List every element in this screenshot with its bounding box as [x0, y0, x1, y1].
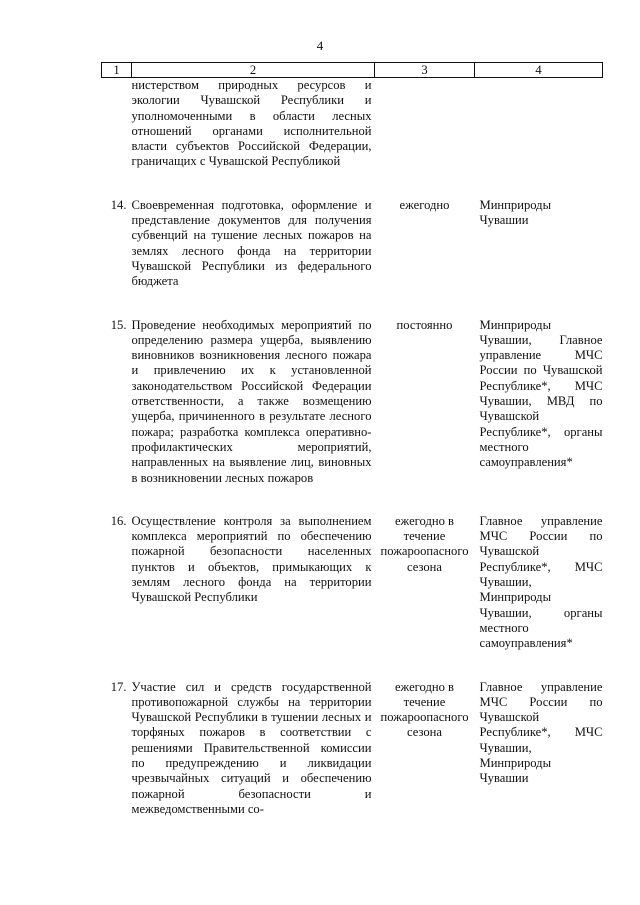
row-number: 15. [110, 317, 127, 332]
row-description: Осуществление контроля за выполнением комплекса мероприятий по обеспечению пожарной безопасности населенных пунктов и объектов, примыкающих к землям лесного фонда на территории Чувашской Республики [131, 513, 372, 605]
row-responsible [475, 78, 603, 198]
row-number [102, 78, 132, 198]
table-row [102, 318, 603, 514]
table-row [102, 198, 603, 318]
row-term [375, 78, 475, 198]
row-term: ежегодно [399, 197, 450, 212]
measures-table [101, 62, 603, 817]
row-term: ежегодно в течение пожароопасного сезона [380, 679, 469, 740]
row-description: нистерством природных ресурсов и экологии Чувашской Республики и уполномоченными в области лесных отношений органами исполнительной власти субъектов Российской Федерации, граничащих с Чувашской Республикой [131, 78, 372, 169]
table-header-row [102, 63, 603, 78]
table-row [102, 514, 603, 680]
row-responsible: Минприроды Чувашии, Главное управление МЧС России по Чувашской Республике*, МЧС Чувашии, МВД по Чувашской Республике*, органы местного самоуправления* [479, 317, 603, 470]
row-number: 14. [110, 197, 127, 212]
table-row [102, 680, 603, 818]
row-responsible: Главное управление МЧС России по Чувашской Республике*, МЧС Чувашии, Минприроды Чувашии [479, 679, 603, 786]
row-number: 16. [110, 513, 127, 528]
row-responsible: Минприроды Чувашии [479, 197, 552, 228]
row-responsible: Главное управление МЧС России по Чувашской Республике*, МЧС Чувашии, Минприроды Чувашии, органы местного самоуправления* [479, 513, 603, 651]
column-header-description: 2 [132, 63, 375, 78]
row-description: Своевременная подготовка, оформление и представление документов для получения субвенций на тушение лесных пожаров на землях лесного фонда на территории Чувашской Республики из федерального бюджета [131, 197, 372, 289]
page-number: 4 [316, 38, 324, 53]
column-header-number: 1 [102, 63, 132, 78]
row-description: Участие сил и средств государственной противопожарной службы на территории Чувашской Республики в тушении лесных и торфяных пожаров в соответствии с решениями Правительственной комиссии по предупреждению и ликвидации чрезвычайных ситуаций и обеспечению пожарной безопасности и межведомственными со- [131, 679, 372, 816]
row-term: постоянно [396, 317, 453, 332]
row-description: Проведение необходимых мероприятий по определению размера ущерба, выявлению виновников возникновения лесного пожара и привлечению их к установленной законодательством Российской Федерации ответственности, а также возмещению ущерба, причиненного в результате лесного пожара; разработка комплекса оперативно-профилактических мероприятий, направленных на выявление лиц, виновных в возникновении лесных пожаров [131, 317, 372, 485]
table-row [102, 78, 603, 198]
column-header-term: 3 [375, 63, 475, 78]
row-number: 17. [110, 679, 127, 694]
column-header-responsible: 4 [475, 63, 603, 78]
row-term: ежегодно в течение пожароопасного сезона [380, 513, 469, 574]
